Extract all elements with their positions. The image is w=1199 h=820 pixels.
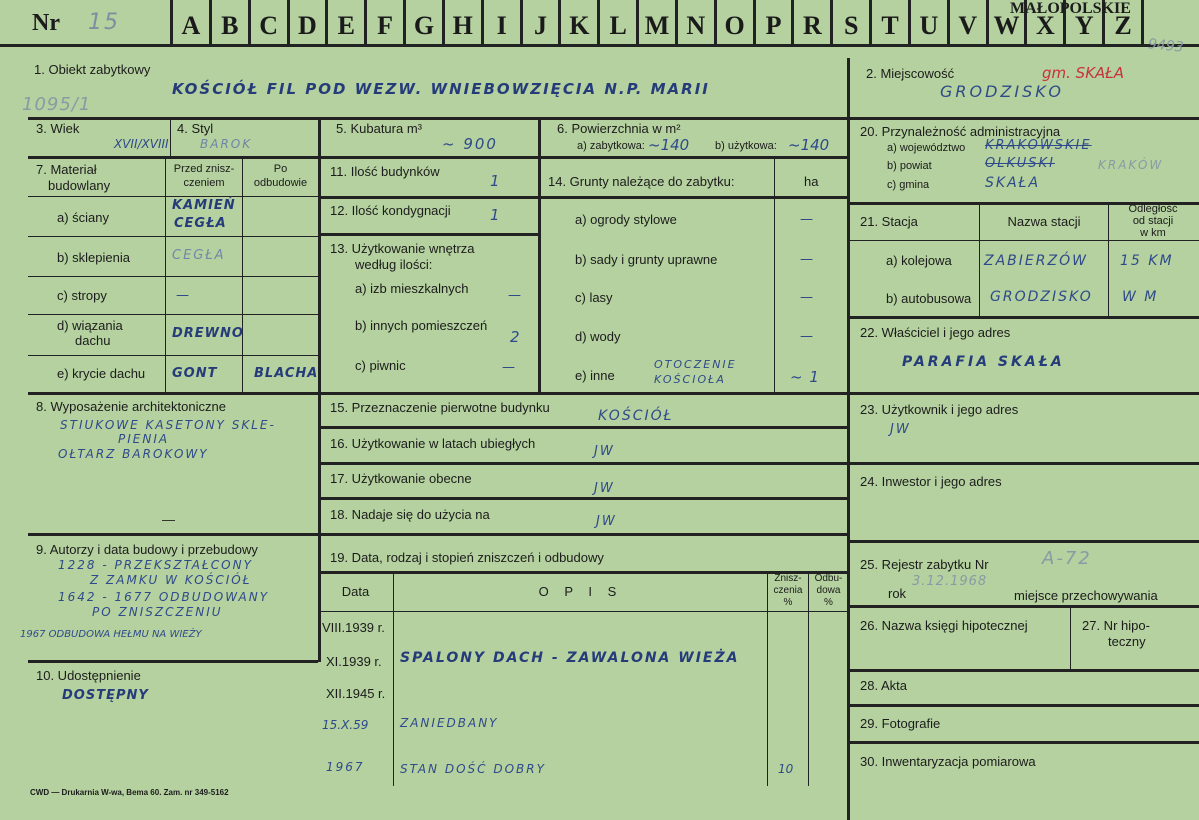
f25-year-label: rok bbox=[888, 586, 907, 601]
f19-col-desc: O P I S bbox=[538, 584, 623, 599]
index-letter-k: K bbox=[569, 11, 590, 40]
f22-value: PARAFIA SKAŁA bbox=[902, 354, 1065, 370]
f14-row-other-note: OTOCZENIE bbox=[654, 358, 737, 371]
f29-label: 29. Fotografie bbox=[860, 716, 941, 731]
f27-label: 27. Nr hipo- bbox=[1082, 618, 1150, 633]
f11-value: 1 bbox=[490, 172, 502, 190]
f13-a-value: — bbox=[508, 288, 523, 303]
f24-label: 24. Inwestor i jego adres bbox=[860, 474, 1002, 489]
f4-value: BAROK bbox=[200, 137, 253, 151]
index-letter-d: D bbox=[298, 11, 317, 40]
f19-col-damage-2: czenia bbox=[773, 585, 803, 596]
f14-row-forests: c) lasy bbox=[575, 290, 613, 305]
f7-row-ceilings-before: — bbox=[176, 288, 191, 303]
f12-value: 1 bbox=[490, 206, 502, 224]
index-letter-x: X bbox=[1035, 11, 1055, 40]
f23-value: JW bbox=[890, 422, 911, 437]
f13-b-value: 2 bbox=[510, 328, 522, 346]
f19-col-date: Data bbox=[341, 584, 370, 599]
index-letter-h: H bbox=[452, 11, 473, 40]
f19-row-5-date: 1967 bbox=[326, 760, 365, 774]
f21-col-dist: Odległość bbox=[1128, 203, 1178, 215]
f2-value: GRODZISKO bbox=[940, 82, 1064, 101]
f14-label: 14. Grunty należące do zabytku: bbox=[548, 174, 735, 189]
f17-value: JW bbox=[594, 481, 615, 496]
f1-label: 1. Obiekt zabytkowy bbox=[34, 62, 151, 77]
f18-value: JW bbox=[596, 514, 617, 529]
nr-label: Nr bbox=[32, 10, 60, 36]
f4-label: 4. Styl bbox=[177, 121, 214, 136]
f19-row-3-date: XII.1945 r. bbox=[326, 686, 386, 701]
f19-col-damage: Znisz- bbox=[774, 573, 802, 584]
f19-row-2-date: XI.1939 r. bbox=[326, 654, 382, 669]
f11-label: 11. Ilość budynków bbox=[330, 164, 440, 179]
f6-a-label: a) zabytkowa: bbox=[577, 140, 645, 152]
f6-b-value: ~140 bbox=[788, 136, 830, 154]
f21-col-name: Nazwa stacji bbox=[1007, 214, 1081, 229]
f5-label: 5. Kubatura m³ bbox=[336, 121, 422, 136]
f20-a-value: KRAKOWSKIE bbox=[985, 138, 1092, 153]
f7-col-after: Po bbox=[273, 163, 288, 175]
f9-line-4: PO ZNISZCZENIU bbox=[92, 605, 223, 619]
index-letter-a: A bbox=[181, 11, 201, 40]
f14-row-waters-value: — bbox=[800, 329, 813, 344]
f16-label: 16. Użytkowanie w latach ubiegłych bbox=[330, 436, 536, 451]
f30-label: 30. Inwentaryzacja pomiarowa bbox=[860, 754, 1036, 769]
f14-row-forests-value: — bbox=[800, 290, 813, 305]
f21-a-dist: 15 KM bbox=[1120, 253, 1174, 269]
f19-row-1-date: VIII.1939 r. bbox=[322, 620, 385, 635]
f25-value: A-72 bbox=[1042, 548, 1092, 569]
f8-line-3: OŁTARZ BAROKOWY bbox=[58, 447, 209, 461]
f2-gm: gm. SKAŁA bbox=[1042, 64, 1124, 82]
index-letter-n: N bbox=[686, 11, 706, 40]
index-letter-c: C bbox=[259, 11, 278, 40]
f19-row-5-damage: 10 bbox=[778, 762, 794, 776]
f7-label: 7. Materiał bbox=[36, 162, 97, 177]
f14-row-waters: d) wody bbox=[575, 329, 621, 344]
index-letter-t: T bbox=[881, 11, 899, 40]
f7-label-2: budowlany bbox=[48, 178, 111, 193]
f19-col-rebuild-2: dowa bbox=[816, 585, 841, 596]
f19-row-4-desc: ZANIEDBANY bbox=[400, 716, 499, 730]
f13-label: 13. Użytkowanie wnętrza bbox=[330, 241, 475, 256]
f14-row-other: e) inne bbox=[575, 368, 615, 383]
f14-row-other-note-2: KOŚCIOŁA bbox=[654, 373, 726, 386]
f18-label: 18. Nadaje się do użycia na bbox=[330, 507, 490, 522]
f14-row-gardens: a) ogrody stylowe bbox=[575, 212, 677, 227]
f26-label: 26. Nazwa księgi hipotecznej bbox=[860, 618, 1028, 633]
f13-c-value: — bbox=[502, 360, 517, 375]
index-letter-v: V bbox=[958, 11, 978, 40]
f10-value: DOSTĘPNY bbox=[62, 688, 149, 703]
f7-col-before-2: czeniem bbox=[183, 177, 225, 189]
f25-label: 25. Rejestr zabytku Nr bbox=[860, 557, 989, 572]
index-letter-i: I bbox=[496, 11, 507, 40]
f21-b-name: GRODZISKO bbox=[990, 289, 1093, 305]
f9-label: 9. Autorzy i data budowy i przebudowy bbox=[36, 542, 258, 557]
f19-label: 19. Data, rodzaj i stopień zniszczeń i odbudowy bbox=[330, 550, 604, 565]
corner-number: 9493 bbox=[1147, 36, 1185, 56]
f21-col-dist-3: w km bbox=[1140, 227, 1166, 239]
f20-c-label: c) gmina bbox=[887, 179, 930, 191]
f9-line-1: 1228 - PRZEKSZTAŁCONY bbox=[58, 558, 253, 572]
f14-row-gardens-value: — bbox=[800, 212, 813, 227]
index-letter-r: R bbox=[802, 11, 822, 40]
f21-b-label: b) autobusowa bbox=[886, 291, 972, 306]
f21-label: 21. Stacja bbox=[860, 214, 918, 229]
f2-label: 2. Miejscowość bbox=[866, 66, 955, 81]
f23-label: 23. Użytkownik i jego adres bbox=[860, 402, 1019, 417]
f16-value: JW bbox=[594, 444, 615, 459]
f6-label: 6. Powierzchnia w m² bbox=[557, 121, 681, 136]
f9-line-5: 1967 ODBUDOWA HEŁMU NA WIEŻY bbox=[20, 629, 202, 640]
side-number: 1095/1 bbox=[22, 94, 92, 115]
f7-row-walls-before: KAMIEŃ bbox=[172, 198, 236, 213]
f19-col-rebuild-3: % bbox=[824, 597, 833, 608]
f13-b-label: b) innych pomieszczeń bbox=[355, 318, 488, 333]
printer-footer: CWD — Drukarnia W-wa, Bema 60. Zam. nr 349-5162 bbox=[30, 788, 229, 797]
f7-row-roof-label: e) krycie dachu bbox=[57, 366, 146, 381]
region-stamp: MAŁOPOLSKIE bbox=[1010, 0, 1131, 17]
f21-a-label: a) kolejowa bbox=[886, 253, 952, 268]
f14-row-other-value: ~ 1 bbox=[790, 368, 820, 386]
f25-place-label: miejsce przechowywania bbox=[1014, 588, 1158, 603]
f3-label: 3. Wiek bbox=[36, 121, 80, 136]
f21-a-name: ZABIERZÓW bbox=[984, 253, 1088, 269]
f19-row-5-desc: STAN DOŚĆ DOBRY bbox=[400, 762, 546, 776]
index-letter-z: Z bbox=[1114, 11, 1132, 40]
f14-row-orchards-value: — bbox=[800, 252, 813, 267]
f6-b-label: b) użytkowa: bbox=[715, 140, 777, 152]
f7-row-vaults-before: CEGŁA bbox=[172, 248, 226, 263]
f21-col-dist-2: od stacji bbox=[1132, 215, 1174, 227]
f8-label: 8. Wyposażenie architektoniczne bbox=[36, 399, 226, 414]
f9-line-2: Z ZAMKU W KOŚCIÓŁ bbox=[90, 573, 252, 587]
index-letter-w: W bbox=[993, 11, 1020, 40]
index-letter-p: P bbox=[765, 11, 782, 40]
index-letter-u: U bbox=[919, 11, 939, 40]
f3-value: XVII/XVIII bbox=[114, 137, 169, 151]
f8-dash: — bbox=[162, 512, 175, 527]
nr-value: 15 bbox=[88, 10, 120, 35]
index-letter-f: F bbox=[377, 11, 394, 40]
f19-row-2-desc: SPALONY DACH - ZAWALONA WIEŻA bbox=[400, 650, 740, 666]
f27-label-2: teczny bbox=[1108, 634, 1146, 649]
f7-row-truss-label: d) wiązania bbox=[57, 318, 123, 333]
f20-c-value: SKAŁA bbox=[985, 175, 1041, 191]
f1-value: KOŚCIÓŁ FIL POD WEZW. WNIEBOWZIĘCIA N.P. MARII bbox=[172, 80, 710, 98]
f25-year-value: 3.12.1968 bbox=[912, 574, 988, 589]
f6-a-value: ~140 bbox=[648, 136, 690, 154]
index-letter-j: J bbox=[533, 11, 547, 40]
f7-row-ceilings-label: c) stropy bbox=[57, 288, 107, 303]
f7-col-after-2: odbudowie bbox=[253, 177, 308, 189]
f17-label: 17. Użytkowanie obecne bbox=[330, 471, 472, 486]
f14-unit: ha bbox=[804, 174, 819, 189]
f10-label: 10. Udostępnienie bbox=[36, 668, 141, 683]
f15-value: KOŚCIÓŁ bbox=[598, 408, 674, 424]
f7-row-roof-after: BLACHA bbox=[254, 366, 319, 381]
f28-label: 28. Akta bbox=[860, 678, 907, 693]
f13-a-label: a) izb mieszkalnych bbox=[355, 281, 469, 296]
f7-row-walls-before-2: CEGŁA bbox=[174, 216, 227, 231]
f7-row-roof-before: GONT bbox=[172, 366, 218, 381]
index-letter-m: M bbox=[644, 11, 670, 40]
f5-value: ~ 900 bbox=[442, 135, 498, 153]
f19-col-rebuild: Odbu- bbox=[814, 573, 843, 584]
f20-b-value: OLKUSKI bbox=[985, 156, 1055, 171]
f15-label: 15. Przeznaczenie pierwotne budynku bbox=[330, 400, 550, 415]
f7-row-truss-before: DREWNO bbox=[172, 326, 244, 341]
index-letter-y: Y bbox=[1074, 11, 1094, 40]
f20-b-label: b) powiat bbox=[887, 160, 932, 172]
f14-row-orchards: b) sady i grunty uprawne bbox=[575, 252, 718, 267]
index-letter-o: O bbox=[724, 11, 745, 40]
f22-label: 22. Właściciel i jego adres bbox=[860, 325, 1011, 340]
index-letter-e: E bbox=[337, 11, 355, 40]
f21-b-dist: W M bbox=[1122, 289, 1159, 305]
f19-col-damage-3: % bbox=[783, 597, 793, 608]
f7-row-vaults-label: b) sklepienia bbox=[57, 250, 130, 265]
f7-row-truss-label-2: dachu bbox=[75, 333, 111, 348]
f7-col-before: Przed znisz- bbox=[173, 163, 235, 175]
f13-c-label: c) piwnic bbox=[355, 358, 406, 373]
index-letter-s: S bbox=[843, 11, 859, 40]
f8-line-2: PIENIA bbox=[118, 432, 170, 446]
f19-row-4-date: 15.X.59 bbox=[322, 718, 369, 732]
f20-label: 20. Przynależność administracyjna bbox=[860, 124, 1061, 139]
f7-row-walls-label: a) ściany bbox=[57, 210, 110, 225]
f20-a-label: a) województwo bbox=[887, 142, 966, 154]
index-letter-g: G bbox=[413, 11, 435, 40]
f12-label: 12. Ilość kondygnacji bbox=[330, 203, 451, 218]
f8-line-1: STIUKOWE KASETONY SKLE- bbox=[60, 418, 276, 432]
index-letter-l: L bbox=[609, 11, 627, 40]
index-letter-b: B bbox=[221, 11, 239, 40]
f9-line-3: 1642 - 1677 ODBUDOWANY bbox=[58, 590, 270, 604]
f20-b-extra: KRAKÓW bbox=[1098, 158, 1164, 172]
f13-label-2: według ilości: bbox=[355, 257, 433, 272]
